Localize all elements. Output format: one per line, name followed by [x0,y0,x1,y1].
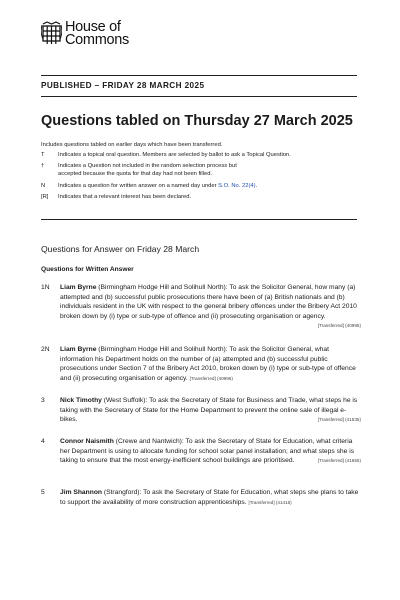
question-number: 1N [41,284,50,291]
question-reference: [Transferred] (41416) [248,499,292,505]
key-text: Indicates a question for written answer on a named day under [58,183,219,189]
key-quota [41,163,361,178]
member-name: Connor Naismith [60,438,114,445]
question-text: To ask the Secretary of State for Education, what steps she plans to take to support the availability of more construction apprenticeships. [60,489,359,506]
member-constituency: (Birmingham Hodge Hill and Solihull North): [96,284,230,291]
key-description: Indicates that a relevant interest has been declared. [58,194,192,200]
standing-order-link[interactable]: S.O. No. 22(4) [218,183,256,189]
question-number: 4 [41,438,45,445]
question-body [60,396,361,425]
question-reference: [Transferred] (41535) [317,417,361,423]
question-text: To ask the Solicitor General, how many (a) attempted and (b) successful public prosecutions there have been of (a) British nationals and (b) individuals resident in the UK with respect to the general bribery offences under the Bribery Act 2010 broken down by (i) type or sub-type of offence and (ii) prosecuting organisation or agency. [60,284,357,320]
key-topical [41,152,361,160]
published-rule [41,96,357,97]
key-named-day [41,183,361,191]
question-item [41,488,361,507]
member-name: Liam Byrne [60,284,97,291]
question-number: 5 [41,489,45,496]
logo-line-2: Commons [65,32,129,48]
member-constituency: (Crewe and Nantwich): [113,438,186,445]
key-relevant-interest [41,194,361,202]
question-item [41,437,361,466]
question-body [60,437,361,466]
member-constituency: (Birmingham Hodge Hill and Solihull North): [96,346,230,353]
key-symbol: N [41,183,46,189]
question-item [41,345,361,383]
question-text: To ask the Secretary of State for Business and Trade, what steps he is taking with the Secretary of State for the Home Department to prevent the online sale of illegal e-bikes. [60,397,358,424]
page-title: Questions tabled on Thursday 27 March 2025 [41,113,353,129]
logo-line-1: House of [65,19,121,35]
key-symbol: T [41,152,45,158]
question-number: 2N [41,346,50,353]
key-description: Indicates a topical oral question. Members are selected by ballot to ask a Topical Question. [58,152,291,158]
key-symbol: [R] [41,194,49,200]
key-symbol: † [41,163,45,169]
logo-wordmark [65,21,129,47]
question-body [60,283,361,331]
question-item [41,396,361,425]
question-reference: [Transferred] (40996) [189,375,233,381]
published-date: PUBLISHED – FRIDAY 28 MARCH 2025 [41,81,205,90]
question-body [60,345,361,383]
intro-text: Includes questions tabled on earlier days which have been transferred. [41,142,223,148]
question-text: To ask the Secretary of State for Education, what criteria her Department is using to allocate funding for school solar panel installation; and what steps she is taking to ensure that the most energy-inefficient school buildings are prioritised. [60,438,355,465]
portcullis-icon [41,21,62,46]
question-text: To ask the Solicitor General, what information his Department holds on the number of (a) attempted and (b) successful public prosecutions under Section 7 of the Bribery Act 2010, broken down by (i) type or sub-type of offence and (ii) prosecuting organisation or agency. [60,346,356,382]
house-of-commons-logo [41,21,129,47]
top-rule [41,75,357,76]
key-description: Indicates a Question not included in the random selection process but accepted because the quota for that day had not been filled. [58,163,237,177]
member-constituency: (West Suffolk): [101,397,150,404]
question-reference: [Transferred] (40995) [317,323,361,329]
section-heading: Questions for Answer on Friday 28 March [41,244,200,254]
sub-heading: Questions for Written Answer [41,266,134,273]
question-body [60,488,361,507]
key-description [58,183,361,191]
question-reference: [Transferred] (41655) [317,458,361,464]
member-constituency: (Strangford): [102,489,144,496]
key-text-end: . [255,183,258,189]
section-rule [41,219,357,220]
member-name: Nick Timothy [60,397,102,404]
member-name: Liam Byrne [60,346,97,353]
question-number: 3 [41,397,45,404]
member-name: Jim Shannon [60,489,102,496]
question-item [41,283,361,331]
